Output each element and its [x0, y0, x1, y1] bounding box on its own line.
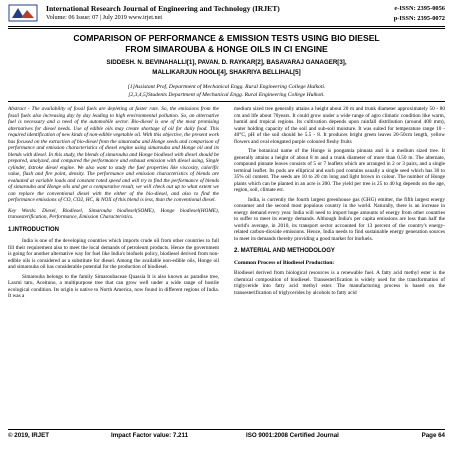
- issn-block: [394, 4, 445, 23]
- body-paragraph-4: Biodiesel derived from biological resources is a renewable fuel. A fatty acid methyl ester is the chemical composition of biodiesel. Transesterification is widely used for the transformation of triglyceride into fatty acid methyl ester. The manufacturing process is based on the transesterification of triglycerides by alcohols to fatty acid: [234, 270, 445, 296]
- keywords: Key Words: Diesel, Biodiesel, Simarouba biodiesel(SOME), Honge biodiesel(HOME), transesterification, Performance, Emission Characteristics.: [8, 207, 219, 220]
- header-rule: [8, 26, 445, 27]
- affiliation-2: [2,3,4,5]Students Department of Mechanical Engg. Rural Engineering College Hulkoti.: [128, 92, 325, 98]
- irjet-logo: [8, 3, 38, 23]
- author-list: [8, 58, 445, 77]
- footer-copyright: © 2019, IRJET: [8, 432, 50, 439]
- header-rule-2: [8, 28, 445, 29]
- footer-page-number: Page 64: [421, 432, 445, 439]
- p-issn: p-ISSN: 2395-0072: [393, 14, 445, 22]
- affiliation-rule: [8, 101, 445, 102]
- footer-impact-factor: Impact Factor value: 7.211: [111, 432, 189, 439]
- section-heading-introduction: 1.INTRODUCTION: [8, 226, 59, 233]
- body-paragraph-3: India, is currently the fourth largest greenhouse gas (GHG) emitter, the fifth largest energy consumer and the second most populous country in the world. Naturally, there is an increase in energy demand every year. India will need to import huge amounts of energy from other countries to suffer to meet its energy demands. Although India's per capita emissions are less than half the world's average, in 2010, its transport sector accounted for 13 percent of the country's energy-related carbon-dioxide emissions. Hence, India needs to find sustainable energy generation sources to meet its demands thereby providing a good market for biofuels.: [234, 196, 445, 242]
- affiliation-1: [1]Assistant Prof, Department of Mechanical Engg. Rural Engineering College Hulkoti.: [127, 84, 326, 90]
- title-line-1: COMPARISON OF PERFORMANCE & EMISSION TESTS USING BIO DIESEL: [73, 33, 380, 43]
- body-paragraph-1: medium sized tree generally attains a height about 20 m and trunk diameter approximately 50 - 80 cm and life about 70years. It could grow under a wide range of agro climatic condition like warm, humid and tropical regions. Its cultivation depends upon rainfall distribution (around 400 mm), water holding capacity of the soil and sub-soil moisture. It was suited for temperature range 10 - 40°C, pH of the soil should be 5.5 - 8. It produces bright green leaves 20-50cm length, yellow flowers and oval elongated purple coloured fleshy fruits: [234, 106, 445, 145]
- left-column: [8, 106, 219, 303]
- journal-header: [8, 3, 445, 25]
- journal-title: International Research Journal of Engineering and Technology (IRJET): [46, 4, 280, 13]
- paper-title: [8, 33, 445, 55]
- body-paragraph-2: The botanical name of the Honge is pongamia pinnata and is a medium sized tree. It generally attains a height of about 8 m and a trunk diameter of more than 0.50 m. The alternate, compound pinnate leaves consists of 5 or 7 leaflets which are arranged in 2 or 3 pairs, and a single terminal leaflet. Its pods are elliptical and each pod contains usually a single seed which has 30 to 35% oil content. The seeds are 10 to 20 cm long and light brown in colour. The number of Honge plants which can be planted in an acre is 200. The yield per tree is 25 to 40 kg depends on the age, region, soil, climate etc.: [234, 148, 445, 193]
- footer-iso: ISO 9001:2008 Certified Journal: [246, 432, 339, 439]
- authors-line-2: MALLIKARJUN HOOLI[4], SHAKRIYA BELLIHAL[5]: [152, 68, 301, 76]
- authors-line-1: SIDDESH. N. BEVINAHALLI[1], PAVAN. D. RAYKAR[2], BASAVARAJ GANAGER[3],: [106, 59, 347, 66]
- e-issn: e-ISSN: 2395-0056: [394, 5, 445, 12]
- intro-paragraph-1: India is one of the developing countries which imports crude oil from other countries to full fill their requirement also to meet the local demands of petroleum products. Hence the government is going for another alternative way for fuel like India's biofuels policy, biodiesel derived from non-edible oils is considered as a substitute for diesel. Among the available non-edible oils, Honge oil and simarouba oil has considerable potential for the production of biodiesel.: [8, 238, 219, 270]
- abstract: Abstract - The availability of fossil fuels are depleting at faster rate. So, the emissions from the fossil fuels also increasing day by day leading to high environmental pollution. So, an alternative fuel is necessary and a need of the automobile sector. Bio-diesel is one of the most promising alternatives for diesel needs. Use of edible oils may create shortage of oil for daily food. This required identification of new kinds of non-edible vegetable oil. With this objective, the present work has focused on the extraction of bio-diesel from the simarouba and Honge seeds and comparison of performance and emission characteristics of diesel engine using simarouba and Honge oil and its blends with diesel. In this study, the blends of simarouba and Honge biodiesel with diesel should be prepared, analyzed, and compared the performance and exhaust emission with diesel using, Single cylinder, 4stroke diesel engine. We also want to study the fuel properties like viscosity, calorific value, flash and fire point, density. The performance and emission characteristics of blends are evaluated at variable loads and constant rated speed and will try to find the performance of blends of simarouba and Honge oils and get a comparative result, we will check out up to what extent we can replace the conventional diesel with the either of the bio-diesel, and also to find the performance emissions of CO, CO2, HC, & NOX of this blend is less, than the conventional diesel.: [8, 106, 219, 203]
- intro-paragraph-2: Simarouba belongs to the family Simaroubaceae Quassia It is also known as paradise tree, Laxmi taru, Aceituno, a multipurpose tree that can grow well under a wide range of hostile ecological condition. Its origin is native to North America, now found in different regions of India. It was a: [8, 273, 219, 299]
- subsection-heading-biodiesel: Common Process of Biodiesel Production:: [234, 259, 335, 266]
- title-line-2: FROM SIMAROUBA & HONGE OILS IN CI ENGINE: [125, 44, 328, 54]
- journal-volume: Volume: 06 Issue: 07 | July 2019 www.irjet.net: [46, 14, 163, 21]
- right-column: [234, 106, 445, 299]
- section-heading-material: 2. MATERIAL AND METHODOLOGY: [234, 248, 335, 254]
- affiliations: [8, 83, 445, 99]
- footer-rule: [8, 429, 445, 430]
